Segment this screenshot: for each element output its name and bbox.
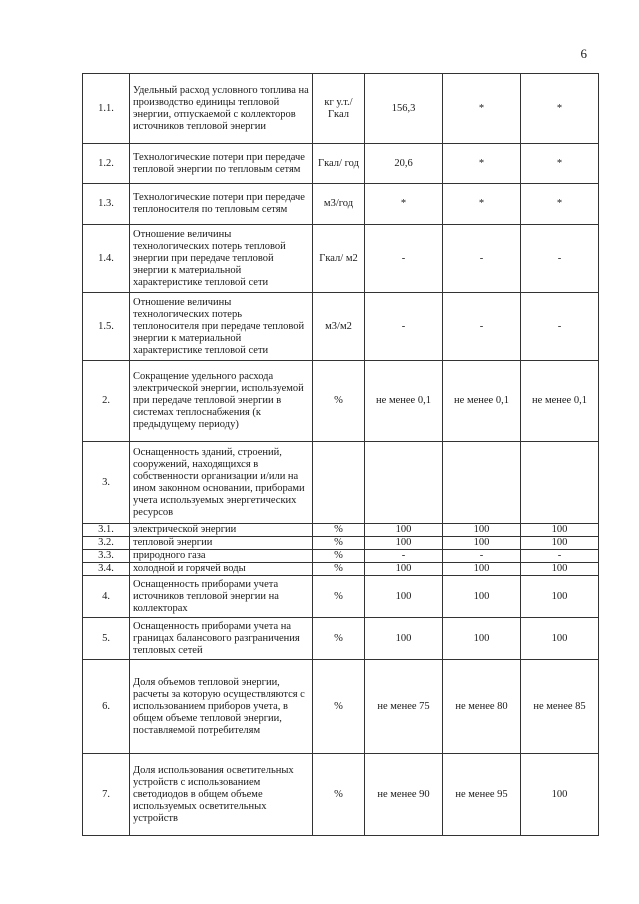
value-year-3: 100 — [521, 618, 599, 660]
unit-cell: м3/м2 — [313, 293, 365, 361]
value-year-1: 100 — [365, 524, 443, 537]
table-row — [83, 361, 599, 442]
row-number: 6. — [83, 660, 130, 754]
indicator-name: Отношение величины технологических потерь теплоносителя при передаче тепловой энергии к материальной характеристике тепловой сети — [130, 293, 313, 361]
indicator-name: Технологические потери при передаче тепловой энергии по тепловым сетям — [130, 144, 313, 184]
unit-cell — [313, 442, 365, 524]
row-number: 1.1. — [83, 74, 130, 144]
table-row — [83, 563, 599, 576]
value-year-2: не менее 95 — [443, 754, 521, 836]
value-year-1: 156,3 — [365, 74, 443, 144]
indicator-name: холодной и горячей воды — [130, 563, 313, 576]
indicator-name: Оснащенность приборами учета на границах балансового разграничения тепловых сетей — [130, 618, 313, 660]
unit-cell: % — [313, 660, 365, 754]
table-row — [83, 537, 599, 550]
indicator-name: природного газа — [130, 550, 313, 563]
value-year-2: 100 — [443, 537, 521, 550]
value-year-2: 100 — [443, 618, 521, 660]
row-number: 1.2. — [83, 144, 130, 184]
value-year-3: 100 — [521, 524, 599, 537]
value-year-1: 100 — [365, 563, 443, 576]
value-year-3: не менее 0,1 — [521, 361, 599, 442]
value-year-3: * — [521, 144, 599, 184]
unit-cell: % — [313, 576, 365, 618]
value-year-3: 100 — [521, 537, 599, 550]
value-year-2: * — [443, 184, 521, 225]
unit-cell: % — [313, 524, 365, 537]
unit-cell: % — [313, 361, 365, 442]
table-row — [83, 618, 599, 660]
indicator-name: Доля использования осветительных устройств с использованием светодиодов в общем объеме используемых осветительных устройств — [130, 754, 313, 836]
value-year-3: - — [521, 550, 599, 563]
value-year-1: не менее 75 — [365, 660, 443, 754]
unit-cell: % — [313, 563, 365, 576]
unit-cell: % — [313, 550, 365, 563]
indicator-name: Оснащенность приборами учета источников тепловой энергии на коллекторах — [130, 576, 313, 618]
row-number: 5. — [83, 618, 130, 660]
value-year-2: - — [443, 293, 521, 361]
row-number: 7. — [83, 754, 130, 836]
row-number: 3.4. — [83, 563, 130, 576]
value-year-1: не менее 0,1 — [365, 361, 443, 442]
indicator-name: электрической энергии — [130, 524, 313, 537]
table-row — [83, 144, 599, 184]
value-year-3 — [521, 442, 599, 524]
indicator-name: Удельный расход условного топлива на производство единицы тепловой энергии, отпускаемой с коллекторов источников тепловой энергии — [130, 74, 313, 144]
table-row — [83, 754, 599, 836]
value-year-1: 100 — [365, 537, 443, 550]
unit-cell: % — [313, 537, 365, 550]
indicator-name: тепловой энергии — [130, 537, 313, 550]
row-number: 1.4. — [83, 225, 130, 293]
table-row — [83, 184, 599, 225]
unit-cell: % — [313, 754, 365, 836]
page-number: 6 — [580, 46, 587, 61]
value-year-3: * — [521, 74, 599, 144]
row-number: 3.2. — [83, 537, 130, 550]
value-year-3: не менее 85 — [521, 660, 599, 754]
value-year-1: 20,6 — [365, 144, 443, 184]
value-year-1: - — [365, 225, 443, 293]
value-year-2: - — [443, 550, 521, 563]
value-year-2: 100 — [443, 576, 521, 618]
unit-cell: кг у.т./ Гкал — [313, 74, 365, 144]
value-year-2: не менее 80 — [443, 660, 521, 754]
value-year-2: 100 — [443, 524, 521, 537]
value-year-1: 100 — [365, 618, 443, 660]
unit-cell: Гкал/ м2 — [313, 225, 365, 293]
table-row — [83, 74, 599, 144]
value-year-2: * — [443, 74, 521, 144]
unit-cell: Гкал/ год — [313, 144, 365, 184]
value-year-3: - — [521, 293, 599, 361]
table-row — [83, 293, 599, 361]
row-number: 3.1. — [83, 524, 130, 537]
table-row — [83, 550, 599, 563]
indicators-table — [82, 73, 599, 836]
table-row — [83, 576, 599, 618]
value-year-3: - — [521, 225, 599, 293]
table-row — [83, 660, 599, 754]
value-year-2: * — [443, 144, 521, 184]
indicator-name: Отношение величины технологических потерь тепловой энергии при передаче тепловой энергии к материальной характеристике тепловой сети — [130, 225, 313, 293]
table-row — [83, 524, 599, 537]
value-year-1 — [365, 442, 443, 524]
row-number: 1.3. — [83, 184, 130, 225]
value-year-1: * — [365, 184, 443, 225]
row-number: 2. — [83, 361, 130, 442]
value-year-2 — [443, 442, 521, 524]
value-year-3: * — [521, 184, 599, 225]
row-number: 4. — [83, 576, 130, 618]
indicator-name: Оснащенность зданий, строений, сооружений, находящихся в собственности организации и/или на ином законном основании, приборами учета используемых энергетических ресурсов — [130, 442, 313, 524]
row-number: 1.5. — [83, 293, 130, 361]
value-year-1: не менее 90 — [365, 754, 443, 836]
value-year-2: - — [443, 225, 521, 293]
table-row — [83, 442, 599, 524]
value-year-3: 100 — [521, 754, 599, 836]
indicator-name: Сокращение удельного расхода электрической энергии, используемой при передаче тепловой энергии в системах теплоснабжения (к предыдущему периоду) — [130, 361, 313, 442]
unit-cell: м3/год — [313, 184, 365, 225]
row-number: 3. — [83, 442, 130, 524]
value-year-2: не менее 0,1 — [443, 361, 521, 442]
value-year-2: 100 — [443, 563, 521, 576]
table-row — [83, 225, 599, 293]
row-number: 3.3. — [83, 550, 130, 563]
value-year-3: 100 — [521, 563, 599, 576]
value-year-1: - — [365, 550, 443, 563]
value-year-3: 100 — [521, 576, 599, 618]
value-year-1: - — [365, 293, 443, 361]
unit-cell: % — [313, 618, 365, 660]
indicator-name: Доля объемов тепловой энергии, расчеты за которую осуществляются с использованием приборов учета, в общем объеме тепловой энергии, поставляемой потребителям — [130, 660, 313, 754]
indicator-name: Технологические потери при передаче теплоносителя по тепловым сетям — [130, 184, 313, 225]
value-year-1: 100 — [365, 576, 443, 618]
